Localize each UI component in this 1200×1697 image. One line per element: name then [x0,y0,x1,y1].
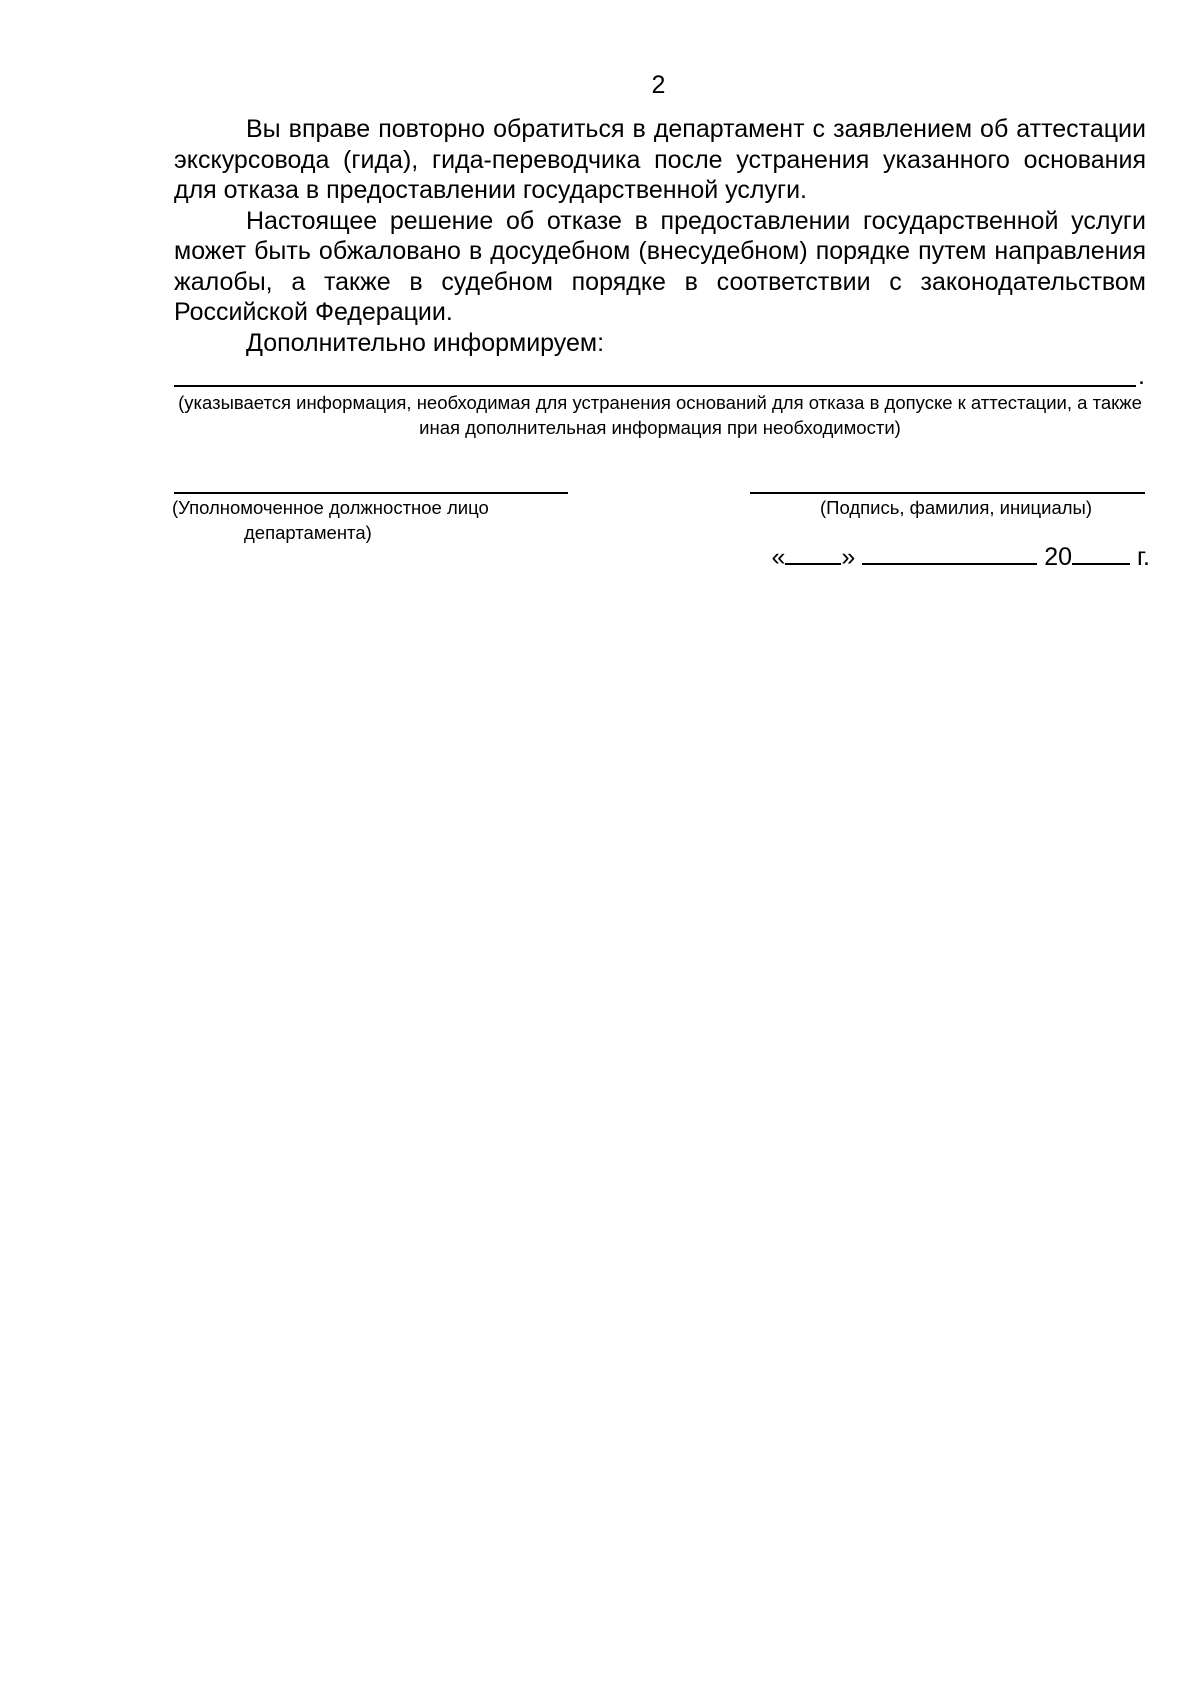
date-close-quote: » [841,543,856,571]
fill-line-note: (указывается информация, необходимая для устранения оснований для отказа в допуске к аттестации, а также иная дополнительная информация при необходимости) [178,392,1142,438]
paragraph-reapply: Вы вправе повторно обратиться в департамент с заявлением об аттестации экскурсовода (гида), гида-переводчика после устранения указанного основания для отказа в предоставлении государственной услуги. [174,115,1146,204]
signature-caption: (Подпись, фамилия, инициалы) [820,497,1092,518]
signature-name-line [750,492,1145,494]
date-year-blank [1072,541,1130,565]
official-caption-line2: департамента) [244,522,372,543]
official-caption-line1: (Уполномоченное должностное лицо [172,497,489,518]
page-number: 2 [651,71,666,99]
additional-info-fill-line [174,385,1136,387]
date-year-suffix: г. [1136,543,1150,571]
paragraph-appeal: Настоящее решение об отказе в предоставлении государственной услуги может быть обжаловано в досудебном (внесудебном) порядке путем направления жалобы, а также в судебном порядке в соответствии с законодательством Российской Федерации. [174,206,1146,326]
paragraph-additional-info: Дополнительно информируем: [246,328,605,357]
date-open-quote: « [771,543,786,571]
date-month-blank [862,541,1037,565]
official-caption [172,495,572,545]
document-body [174,114,1146,358]
date-field [772,541,1151,572]
date-day-blank [785,541,841,565]
fill-line-period: . [1138,362,1145,390]
official-signature-line [174,492,568,494]
date-year-prefix: 20 [1044,543,1073,571]
